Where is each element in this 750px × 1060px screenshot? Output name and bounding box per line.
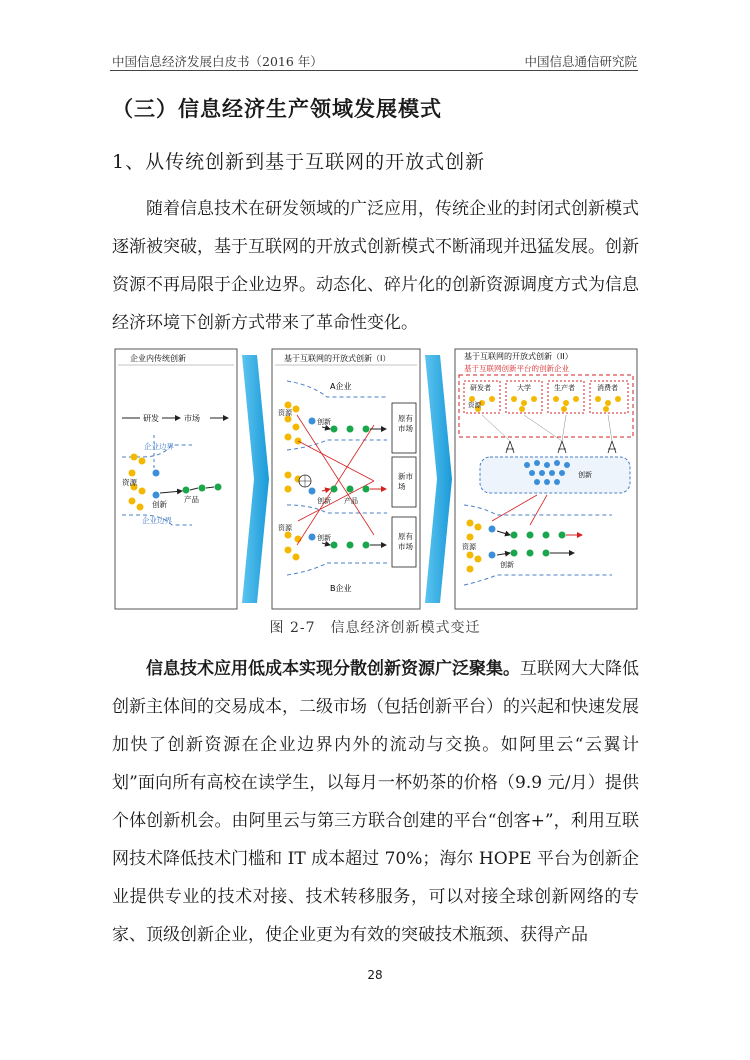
panel3-resource-bottom: 资源 — [462, 543, 476, 551]
panel2-product-label: 产品 — [344, 497, 358, 505]
panel2-innovation-3: 创新 — [317, 534, 331, 542]
panel2-company-b: B企业 — [330, 584, 352, 593]
panel1-boundary-top: 企业边界 — [144, 442, 174, 451]
panel2-resource-bottom: 资源 — [278, 524, 292, 532]
page-number: 28 — [367, 968, 383, 982]
page-header — [112, 52, 637, 72]
panel1-innovation-label: 创新 — [152, 500, 167, 509]
panel1-rnd-label: 研发 — [143, 414, 159, 423]
header-left-title: 中国信息经济发展白皮书（2016 年） — [112, 54, 323, 69]
body-text: 互联网大大降低创新主体间的交易成本，二级市场（包括创新平台）的兴起和快速发展加快了创新资源在企业边界内外的流动与交换。如阿里云“云翼计划”面向所有高校在读学生，以每月一杯奶茶的价格（9.9 元/月）提供个体创新机会。由阿里云与第三方联合创建的平台“创客+”，利用互联网技术降低技术门槛和 IT 成本超过 70%；海尔 HOPE 平台为创新企业提供专业的技术对接、技术转移服务，可以对接全球创新网络的专家、顶级创新企业，使企业更为有效的突破技术瓶颈、获得产品 — [112, 659, 639, 945]
panel1-market-label: 市场 — [184, 414, 200, 423]
panel3-innovation-center: 创新 — [578, 471, 592, 479]
panel2-innovation-1: 创新 — [317, 418, 331, 426]
panel-open-innovation-2 — [455, 349, 637, 609]
panel3-resource-top: 资源 — [468, 401, 481, 409]
panel2-existing-market-top: 原有 市场 — [398, 414, 413, 433]
subsection-title: 1、从传统创新到基于互联网的开放式创新 — [112, 151, 486, 173]
panel2-innovation-2: 创新 — [317, 497, 331, 505]
header-divider — [110, 70, 638, 71]
arrow-chevron-2 — [425, 355, 452, 603]
panel2-resource-top: 资源 — [278, 409, 292, 417]
actor-label-1: 研发者 — [470, 384, 491, 392]
panel2-existing-market-bottom: 原有 市场 — [398, 532, 413, 551]
panel3-title: 基于互联网的开放式创新（II） — [464, 352, 573, 361]
actor-label-2: 大学 — [517, 384, 531, 392]
innovation-mode-figure — [112, 345, 640, 613]
figure-caption: 图 2-7 信息经济创新模式变迁 — [269, 620, 481, 636]
panel1-title: 企业内传统创新 — [130, 354, 186, 363]
intro-paragraph: 随着信息技术在研发领域的广泛应用，传统企业的封闭式创新模式逐渐被突破，基于互联网的开放式创新模式不断涌现并迅猛发展。创新资源不再局限于企业边界。动态化、碎片化的创新资源调度方式为信息经济环境下创新方式带来了革命性变化。 — [112, 199, 639, 333]
header-right-org: 中国信息通信研究院 — [524, 54, 637, 69]
panel-open-innovation-1 — [272, 349, 420, 609]
body-paragraph — [112, 650, 639, 954]
panel3-subtitle: 基于互联网创新平台的创新企业 — [464, 364, 569, 373]
arrow-chevron-1 — [242, 355, 269, 603]
panel1-product-label: 产品 — [184, 495, 199, 504]
section-title: （三）信息经济生产领域发展模式 — [112, 97, 442, 121]
actor-label-3: 生产者 — [554, 384, 575, 392]
panel2-company-a: A企业 — [330, 382, 352, 391]
panel1-resource-label: 资源 — [122, 478, 137, 487]
panel2-new-market: 新市 场 — [398, 472, 413, 491]
body-lead-sentence: 信息技术应用低成本实现分散创新资源广泛聚集。 — [146, 659, 520, 679]
panel-traditional — [115, 349, 237, 609]
actor-label-4: 消费者 — [597, 384, 618, 392]
panel3-innovation-bottom: 创新 — [500, 561, 514, 569]
panel2-title: 基于互联网的开放式创新（I） — [284, 354, 391, 363]
panel1-boundary-bottom: 企业边界 — [142, 516, 172, 525]
